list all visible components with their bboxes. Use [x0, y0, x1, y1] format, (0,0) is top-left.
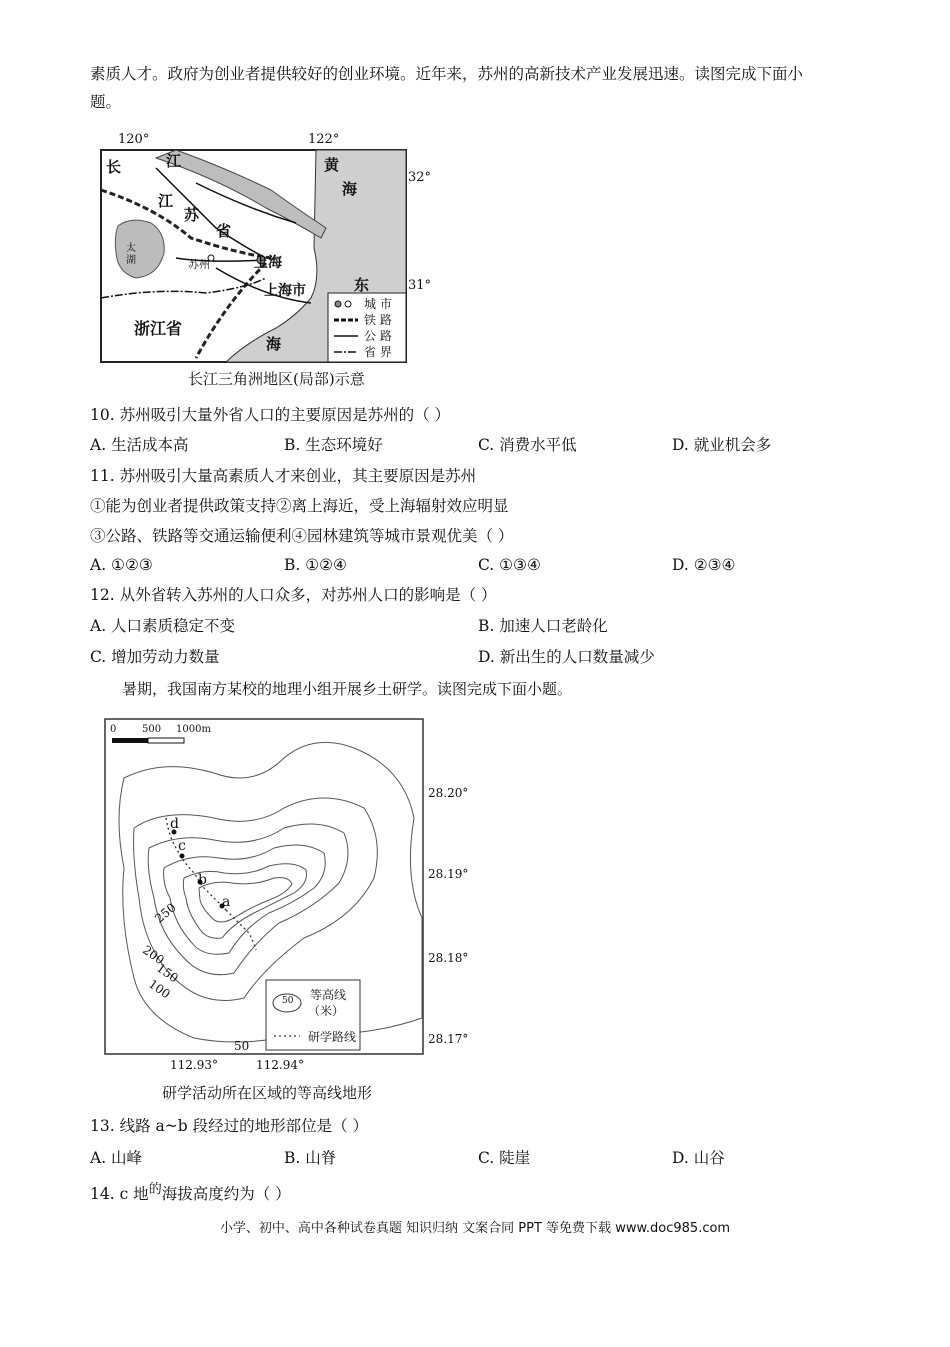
lon-label: 120°	[118, 132, 150, 147]
map-label: 江	[158, 192, 174, 210]
map-label: 黄	[324, 156, 340, 174]
point-c-marker	[180, 854, 185, 859]
route-legend-label: 研学路线	[308, 1030, 357, 1044]
q11-option-b: B. ①②④	[284, 556, 347, 574]
q13-stem: 13. 线路 a~b 段经过的地形部位是（ ）	[90, 1117, 369, 1135]
q10-stem: 10. 苏州吸引大量外省人口的主要原因是苏州的（ ）	[90, 406, 451, 424]
intro2-line: 暑期，我国南方某校的地理小组开展乡土研学。读图完成下面小题。	[122, 680, 573, 698]
q11-option-c: C. ①③④	[478, 556, 541, 574]
contour-map-frame	[105, 719, 423, 1054]
contour-value: 200	[140, 942, 167, 968]
map1-caption: 长江三角洲地区(局部)示意	[188, 370, 365, 388]
q13-option-c: C. 陡崖	[478, 1149, 531, 1167]
q12-stem: 12. 从外省转入苏州的人口众多，对苏州人口的影响是（ ）	[90, 586, 497, 604]
map-label: 海	[266, 335, 282, 353]
map-label: 上海	[254, 255, 282, 271]
q10-option-b: B. 生态环境好	[284, 436, 383, 454]
point-c-label: c	[178, 838, 186, 854]
q10-option-c: C. 消费水平低	[478, 436, 577, 454]
map-label: 苏	[184, 206, 200, 224]
map-label: 太湖	[126, 243, 136, 266]
map-label: 东	[354, 276, 370, 294]
q11-option-a: A. ①②③	[90, 556, 153, 574]
contour-value: 150	[154, 960, 181, 986]
q11-stem: 11. 苏州吸引大量高素质人才来创业，其主要原因是苏州	[90, 467, 477, 485]
lon-label: 122°	[308, 132, 340, 147]
point-a-label: a	[222, 894, 231, 910]
contour-legend-value: 50	[282, 996, 294, 1006]
map-label: 省	[216, 222, 232, 240]
map2-caption: 研学活动所在区域的等高线地形	[162, 1084, 373, 1102]
contour-value: 50	[234, 1039, 250, 1053]
lon-label: 112.93°	[170, 1058, 218, 1072]
q11-option-d: D. ②③④	[672, 556, 736, 574]
q14-stem-pre: 14. c 地	[90, 1185, 149, 1203]
q11-line-2: ①能为创业者提供政策支持②离上海近，受上海辐射效应明显	[90, 497, 509, 515]
q12-option-d: D. 新出生的人口数量减少	[478, 648, 655, 666]
q12-option-b: B. 加速人口老龄化	[478, 617, 608, 635]
map-label: 上海市	[264, 283, 306, 299]
contour-legend-label: 等高线	[310, 988, 347, 1002]
q12-option-a: A. 人口素质稳定不变	[90, 617, 236, 635]
map-label: 浙江省	[134, 319, 183, 338]
lon-label: 112.94°	[256, 1058, 304, 1072]
scale-label: 1000m	[176, 724, 211, 735]
q11-line-3: ③公路、铁路等交通运输便利④园林建筑等城市景观优美（ ）	[90, 527, 514, 545]
lat-label: 31°	[408, 278, 432, 293]
contour-value: 100	[146, 976, 173, 1002]
contour-map-svg	[104, 718, 434, 1063]
lat-label: 28.17°	[428, 1032, 469, 1046]
intro-line-2: 题。	[90, 93, 122, 111]
yangtze-delta-map	[96, 128, 432, 390]
scale-label: 0	[110, 724, 117, 735]
contour-value: 250	[152, 900, 179, 926]
lat-label: 28.20°	[428, 786, 469, 800]
page-footer: 小学、初中、高中各种试卷真题 知识归纳 文案合同 PPT 等免费下载 www.doc985.com	[219, 1221, 731, 1236]
q14-stem	[90, 1184, 291, 1206]
q13-option-d: D. 山谷	[672, 1149, 725, 1167]
intro-line-1: 素质人才。政府为创业者提供较好的创业环境。近年来，苏州的高新技术产业发展迅速。读图完成下面小	[90, 65, 804, 83]
q13-option-a: A. 山峰	[90, 1149, 143, 1167]
lat-label: 28.18°	[428, 951, 469, 965]
scale-label: 500	[142, 724, 162, 735]
lat-label: 32°	[408, 170, 432, 185]
contour-map	[104, 718, 469, 1072]
map-label: 长	[106, 158, 122, 176]
map-label: 江	[166, 152, 182, 170]
q13-option-b: B. 山脊	[284, 1149, 337, 1167]
q12-option-c: C. 增加劳动力数量	[90, 648, 220, 666]
lat-label: 28.19°	[428, 867, 469, 881]
contour-legend-unit: （米）	[308, 1004, 345, 1018]
q10-option-a: A. 生活成本高	[90, 436, 189, 454]
scale-bar	[112, 738, 148, 743]
q14-stem-post: 海拔高度约为（ ）	[161, 1185, 291, 1203]
point-d-label: d	[170, 816, 179, 832]
q14-stem-sup: 的	[148, 1182, 162, 1197]
map-label: 苏州	[188, 258, 210, 271]
point-b-label: b	[198, 872, 207, 888]
q10-option-d: D. 就业机会多	[672, 436, 772, 454]
map-label: 海	[342, 180, 358, 198]
map-legend-text: 城 市 铁 路 公 路 省 界	[364, 297, 392, 359]
